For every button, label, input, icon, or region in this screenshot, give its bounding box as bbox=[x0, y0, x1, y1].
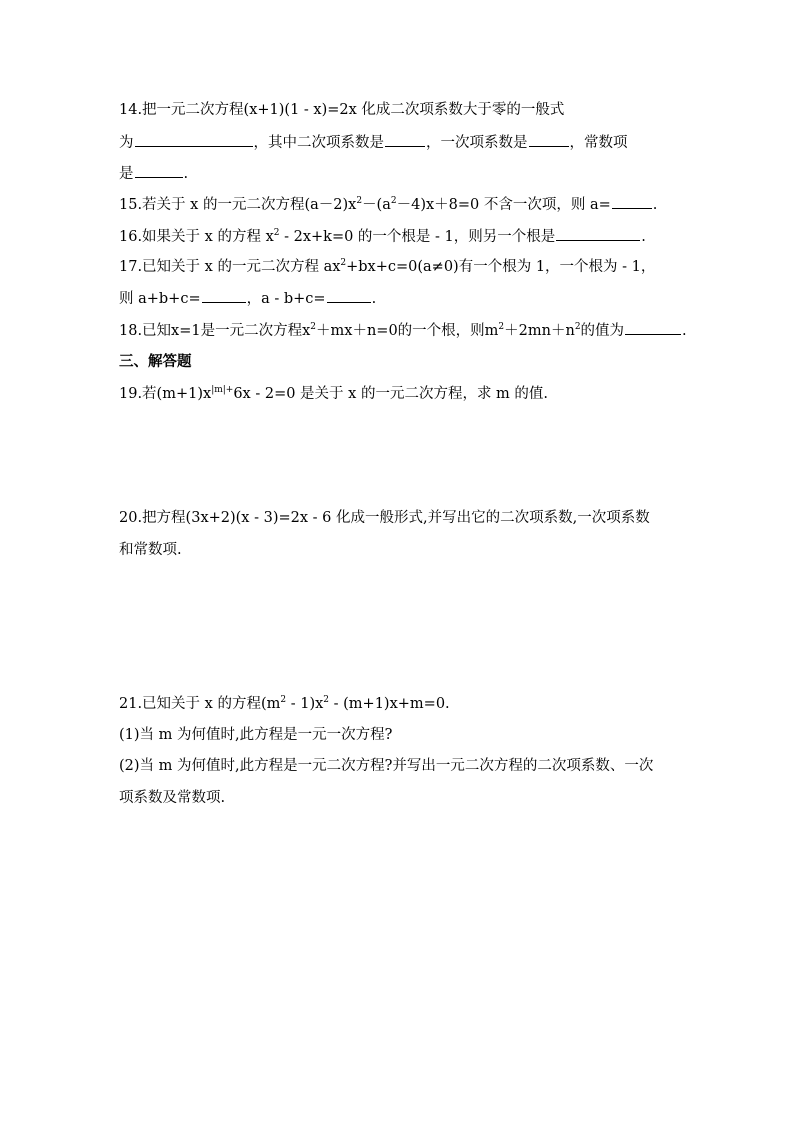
q19-line bbox=[119, 384, 548, 404]
q21-line1 bbox=[119, 694, 450, 714]
superscript: |m|+ bbox=[211, 385, 234, 396]
q15-line bbox=[119, 194, 657, 215]
q20-line2: 和常数项. bbox=[119, 542, 182, 558]
q20-line1: 20.把方程(3x+2)(x - 3)=2x - 6 化成一般形式,并写出它的二次项系数,一次项系数 bbox=[119, 510, 650, 526]
q14-line1: 14.把一元二次方程(x+1)(1 - x)=2x 化成二次项系数大于零的一般式 bbox=[119, 102, 565, 118]
superscript: 2 bbox=[574, 322, 581, 333]
q14-text: ，其中二次项系数是 bbox=[253, 135, 384, 151]
q17-text: +bx+c=0(a≠0)有一个根为 1，一个根为 - 1， bbox=[346, 259, 656, 275]
q14-line2 bbox=[119, 132, 628, 153]
superscript: 2 bbox=[390, 196, 397, 207]
q16-text: 16.如果关于 x 的方程 x bbox=[119, 229, 274, 245]
q14-line3 bbox=[119, 163, 188, 184]
q18-line bbox=[119, 320, 687, 341]
q16-line bbox=[119, 226, 646, 247]
q15-text: －(a bbox=[362, 197, 391, 213]
q14-text: 为 bbox=[119, 135, 134, 151]
q14-text: . bbox=[183, 166, 189, 182]
q21-part1: (1)当 m 为何值时,此方程是一元一次方程? bbox=[119, 727, 393, 743]
q21-part2-line2: 项系数及常数项. bbox=[119, 790, 226, 806]
q14-text: 是 bbox=[119, 166, 134, 182]
q15-text: . bbox=[652, 197, 658, 213]
q18-text: . bbox=[682, 323, 687, 339]
superscript: 2 bbox=[498, 322, 505, 333]
answer-blank[interactable] bbox=[529, 132, 569, 147]
q17-text: 17.已知关于 x 的一元二次方程 ax bbox=[119, 259, 341, 275]
q17-text: ，a - b+c= bbox=[246, 291, 326, 307]
section-heading: 三、解答题 bbox=[119, 354, 192, 370]
superscript: 2 bbox=[323, 695, 330, 706]
q18-text: 的值为 bbox=[580, 323, 625, 339]
answer-blank[interactable] bbox=[202, 288, 246, 303]
q18-text: ＋mx＋n=0的一个根，则m bbox=[316, 323, 499, 339]
q21-part2-line1: (2)当 m 为何值时,此方程是一元二次方程?并写出一元二次方程的二次项系数、一次 bbox=[119, 758, 654, 774]
q21-text: - (m+1)x+m=0. bbox=[329, 696, 450, 712]
answer-blank[interactable] bbox=[135, 132, 253, 147]
answer-blank[interactable] bbox=[556, 226, 640, 241]
q21-text: - 1)x bbox=[286, 696, 324, 712]
superscript: 2 bbox=[280, 695, 287, 706]
answer-blank[interactable] bbox=[625, 320, 681, 335]
superscript: 2 bbox=[356, 196, 363, 207]
q17-line1 bbox=[119, 257, 655, 277]
superscript: 2 bbox=[340, 258, 347, 269]
q15-text: 15.若关于 x 的一元二次方程(a－2)x bbox=[119, 197, 357, 213]
q19-text: 19.若(m+1)x bbox=[119, 386, 212, 402]
q17-text: . bbox=[371, 291, 377, 307]
q21-text: 21.已知关于 x 的方程(m bbox=[119, 696, 281, 712]
superscript: 2 bbox=[310, 322, 317, 333]
q17-text: 则 a+b+c= bbox=[119, 291, 201, 307]
q17-line2 bbox=[119, 288, 376, 309]
q15-text: －4)x＋8=0 不含一次项，则 a= bbox=[396, 197, 611, 213]
q14-text: ，一次项系数是 bbox=[426, 135, 528, 151]
superscript: 2 bbox=[273, 228, 280, 239]
q18-text: ＋2mn＋n bbox=[504, 323, 575, 339]
q16-text: . bbox=[641, 229, 646, 245]
q14-text: ，常数项 bbox=[569, 135, 628, 151]
q18-text: 18.已知x=1是一元二次方程x bbox=[119, 323, 311, 339]
answer-blank[interactable] bbox=[385, 132, 425, 147]
q19-text: 6x - 2=0 是关于 x 的一元二次方程，求 m 的值. bbox=[233, 386, 549, 402]
answer-blank[interactable] bbox=[135, 163, 183, 178]
answer-blank[interactable] bbox=[327, 288, 371, 303]
answer-blank[interactable] bbox=[612, 194, 652, 209]
q16-text: - 2x+k=0 的一个根是 - 1，则另一个根是 bbox=[279, 229, 556, 245]
